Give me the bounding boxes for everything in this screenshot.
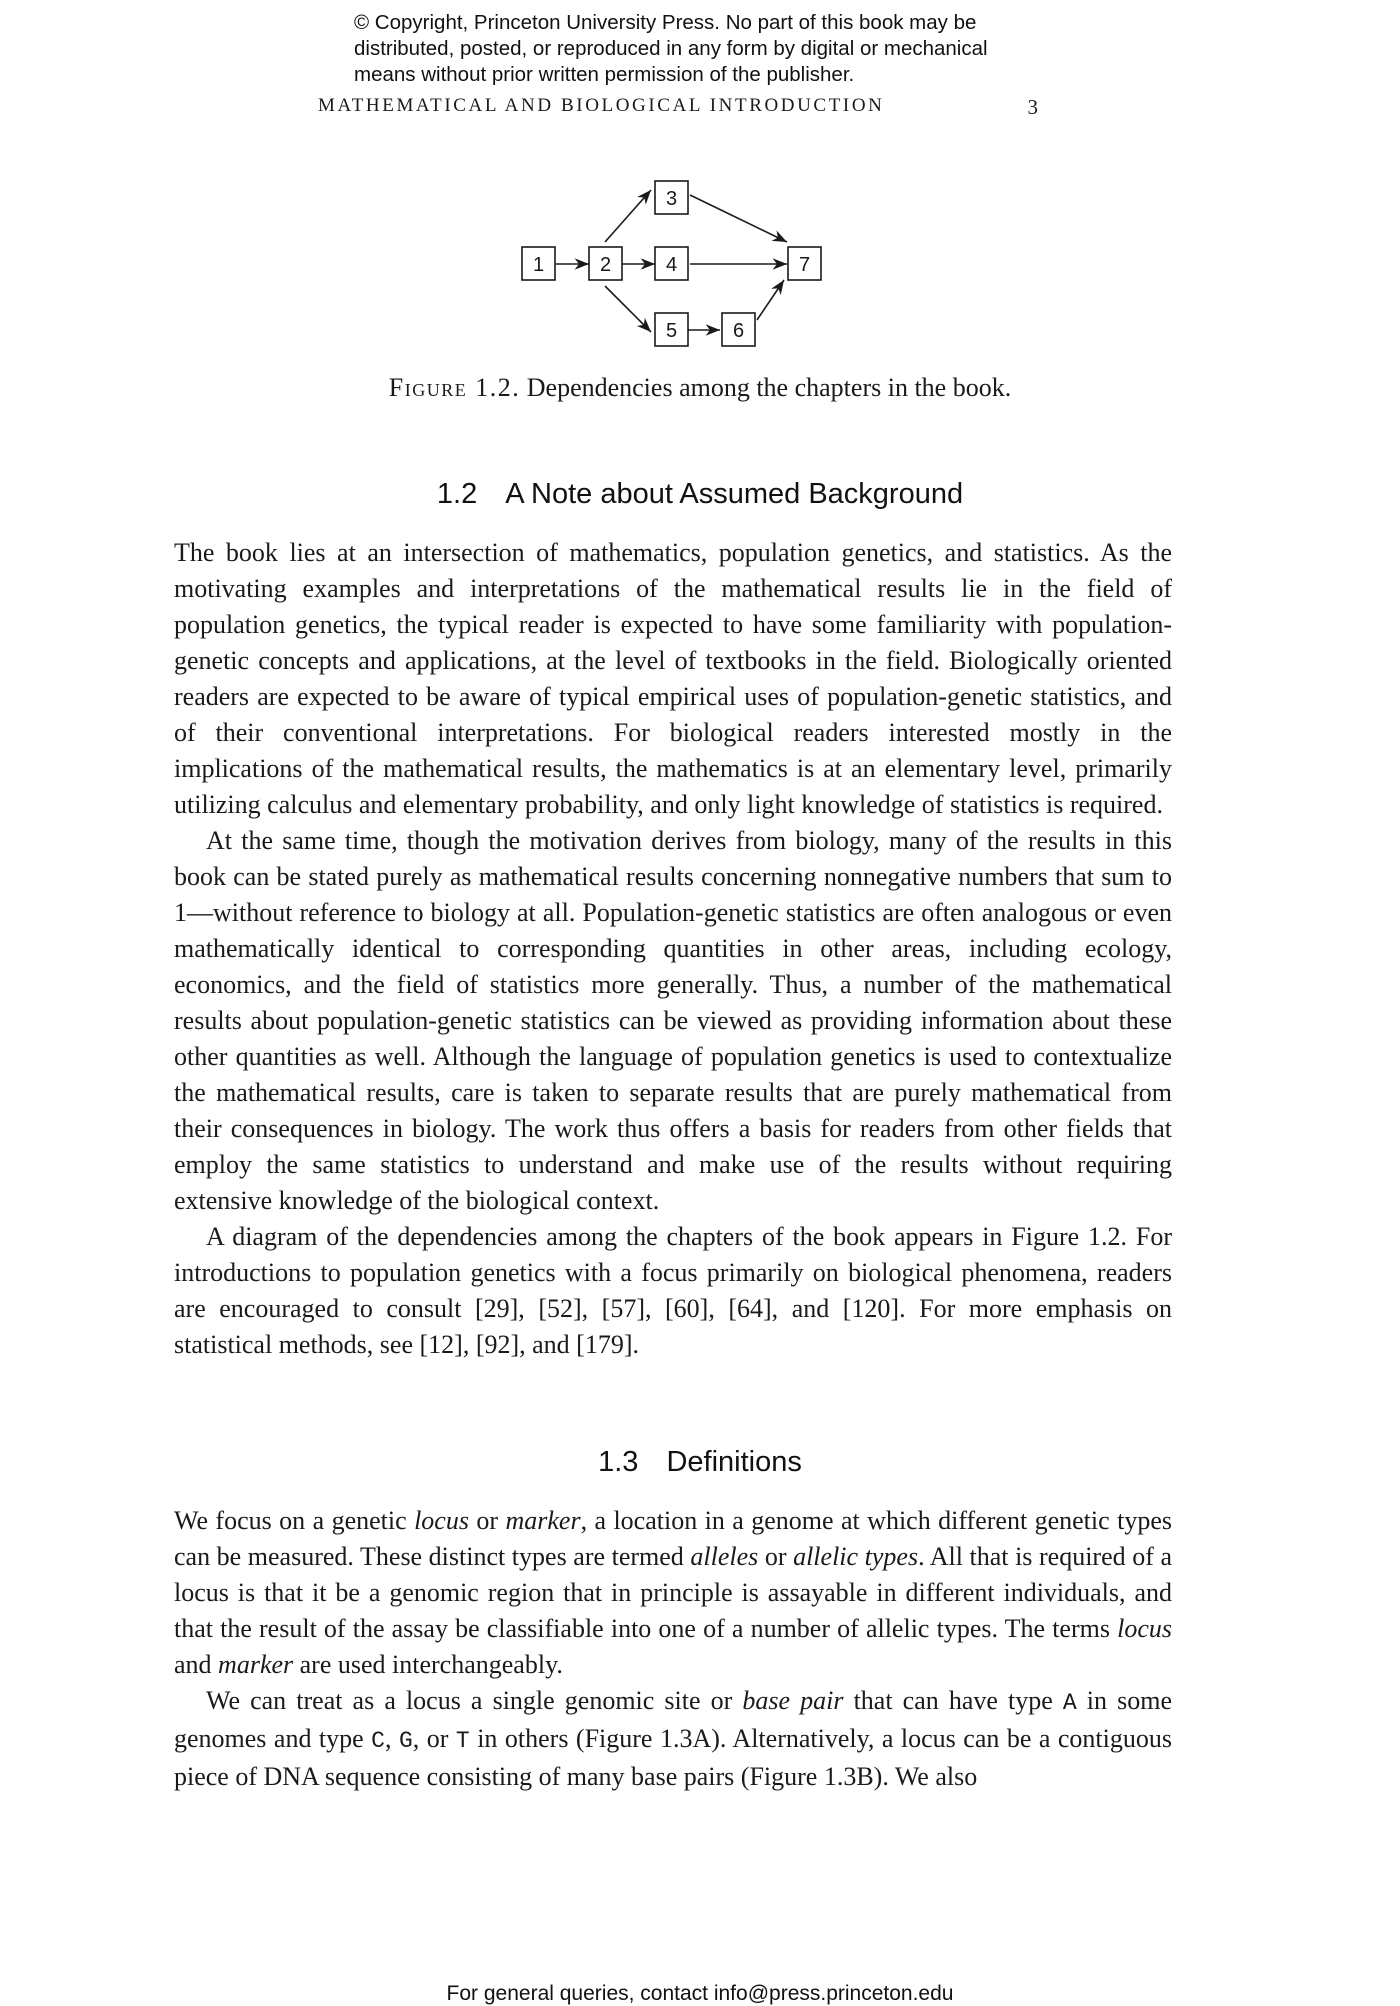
emphasis: allelic types (793, 1542, 919, 1571)
section-heading (0, 1446, 1400, 1479)
node-label: 6 (732, 320, 745, 342)
node-label: 5 (665, 320, 678, 342)
text-run: in some genomes and type (174, 1686, 1173, 1753)
emphasis: marker (218, 1650, 294, 1679)
section-number: 1.2 (436, 478, 478, 510)
text-run: or (758, 1542, 794, 1571)
text-run: are used interchangeably. (293, 1650, 563, 1679)
node-box (655, 181, 688, 214)
base-code: A (1062, 1690, 1077, 1716)
text-run: We can treat as a locus a single genomic site or (206, 1686, 743, 1715)
edge-6-7 (757, 280, 784, 320)
section-number: 1.3 (598, 1446, 639, 1478)
base-code: T (455, 1728, 470, 1754)
text-run: or (468, 1506, 506, 1535)
edge-3-7 (690, 195, 787, 242)
text-run: , or (412, 1724, 456, 1753)
page-number: 3 (1027, 95, 1038, 119)
section-title: A Note about Assumed Background (505, 478, 964, 510)
figure-caption-text: Dependencies among the chapters in the book. (520, 373, 1012, 402)
node-label: 3 (665, 188, 678, 210)
paragraph (174, 1683, 1172, 1795)
node-label: 2 (599, 254, 612, 276)
emphasis: locus (1117, 1614, 1172, 1643)
footer-contact: For general queries, contact info@press.princeton.edu (446, 1982, 954, 2005)
edge-2-5 (605, 286, 651, 332)
text-run: in others (Figure 1.3A). Alternatively, a locus can be a contiguous piece of DNA sequence consisting of many base pairs (Figure 1.3B). We also (174, 1724, 1172, 1791)
section-title: Definitions (666, 1446, 802, 1478)
text-run: and (174, 1650, 219, 1679)
figure-caption-label: Figure 1.2. (388, 373, 521, 402)
copyright-line: © Copyright, Princeton University Press. No part of this book may be (354, 11, 977, 34)
emphasis: alleles (690, 1542, 759, 1571)
emphasis: marker (505, 1506, 581, 1535)
base-code: C (371, 1728, 385, 1754)
paragraph: The book lies at an intersection of mathematics, population genetics, and statistics. As the motivating examples and interpretations of the mathematical results lie in the field of population genetics, the typical reader is expected to have some familiarity with population-genetic concepts and applications, at the level of textbooks in the field. Biologically oriented readers are expected to be aware of typical empirical uses of population-genetic statistics, and of their conventional interpretations. For biological readers interested mostly in the implications of the mathematical results, the mathematics is at an elementary level, primarily utilizing calculus and elementary probability, and only light knowledge of statistics is required. (174, 538, 1172, 819)
node-label: 1 (532, 254, 545, 276)
node-box (589, 247, 622, 280)
text-run: . All that is required of a locus is that it be a genomic region that in principle is assayable in different individuals, and that the result of the assay be classifiable into one of a number of allelic types. The terms (174, 1542, 1172, 1643)
node-box (522, 247, 555, 280)
paragraph: A diagram of the dependencies among the chapters of the book appears in Figure 1.2. For introductions to population genetics with a focus primarily on biological phenomena, readers are encouraged to consult [29], [52], [57], [60], [64], and [120]. For more emphasis on statistical methods, see [12], [92], and [179]. (174, 1222, 1172, 1359)
paragraph (174, 1503, 1172, 1683)
copyright-line: means without prior written permission of the publisher. (354, 63, 855, 86)
emphasis: locus (414, 1506, 469, 1535)
section-heading (0, 478, 1400, 511)
copyright-line: distributed, posted, or reproduced in any form by digital or mechanical (354, 37, 988, 60)
section-body (174, 535, 1172, 1363)
text-run: , (384, 1724, 399, 1753)
node-label: 4 (665, 254, 678, 276)
node-box (722, 313, 755, 346)
node-label: 7 (798, 254, 811, 276)
text-run: We focus on a genetic (174, 1506, 415, 1535)
node-box (788, 247, 821, 280)
section-body (174, 1503, 1172, 1795)
dependency-diagram (0, 0, 1400, 360)
emphasis: base pair (742, 1686, 844, 1715)
node-box (655, 313, 688, 346)
text-run: , a location in a genome at which different genetic types can be measured. These distinct types are termed (174, 1506, 1172, 1571)
figure-caption (0, 373, 1400, 403)
node-box (655, 247, 688, 280)
edge-2-3 (605, 190, 651, 242)
text-run: that can have type (843, 1686, 1063, 1715)
paragraph: At the same time, though the motivation derives from biology, many of the results in this book can be stated purely as mathematical results concerning nonnegative numbers that sum to 1—without reference to biology at all. Population-genetic statistics are often analogous or even mathematically identical to corresponding quantities in other areas, including ecology, economics, and the field of statistics more generally. Thus, a number of the mathematical results about population-genetic statistics can be viewed as providing information about these other quantities as well. Although the language of population genetics is used to contextualize the mathematical results, care is taken to separate results that are purely mathematical from their consequences in biology. The work thus offers a basis for readers from other fields that employ the same statistics to understand and make use of the results without requiring extensive knowledge of the biological context. (174, 826, 1172, 1215)
running-head-title: MATHEMATICAL AND BIOLOGICAL INTRODUCTION (318, 95, 885, 116)
base-code: G (398, 1728, 413, 1754)
